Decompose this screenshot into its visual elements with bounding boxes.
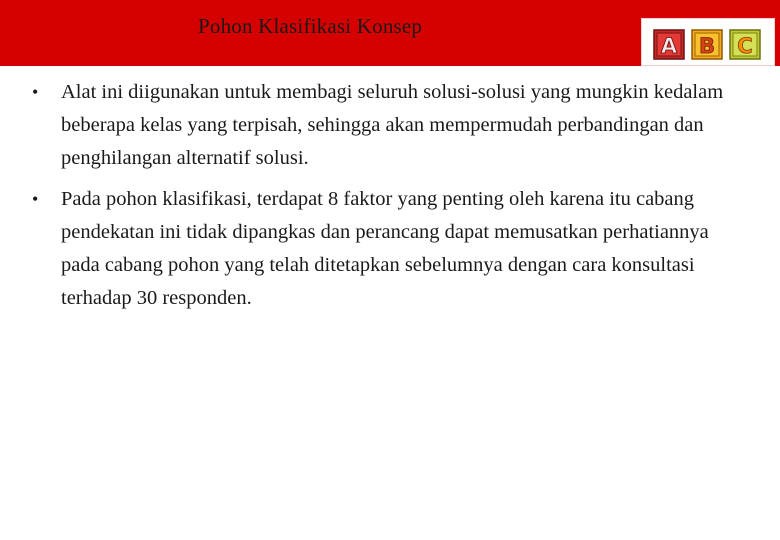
bullet-text-2: Pada pohon klasifikasi, terdapat 8 faktor yang penting oleh karena itu cabang pendekatan ini tidak dipangkas dan perancang dapat memusatkan perhatiannya pada cabang pohon yang telah ditetapkan sebelumnya dengan cara konsultasi terhadap 30 responden. [61, 188, 709, 309]
abc-logo [641, 18, 775, 66]
bullet-list [30, 76, 750, 315]
logo-letter-a: A [660, 34, 678, 58]
bullet-marker: • [32, 82, 39, 102]
bullet-marker: • [32, 189, 39, 209]
block-a [654, 30, 684, 59]
bullet-item-2 [30, 183, 750, 315]
block-c [730, 30, 760, 59]
slide-content [30, 76, 750, 323]
bullet-item-1 [30, 76, 750, 175]
bullet-text-1: Alat ini diigunakan untuk membagi seluruh solusi-solusi yang mungkin kedalam beberapa kelas yang terpisah, sehingga akan mempermudah perbandingan dan penghilangan alternatif solusi. [61, 81, 724, 169]
abc-blocks-icon [652, 27, 768, 61]
block-b [692, 30, 722, 59]
slide-title: Pohon Klasifikasi Konsep [198, 14, 423, 38]
logo-letter-b: B [698, 34, 716, 58]
logo-letter-c: C [737, 34, 753, 58]
